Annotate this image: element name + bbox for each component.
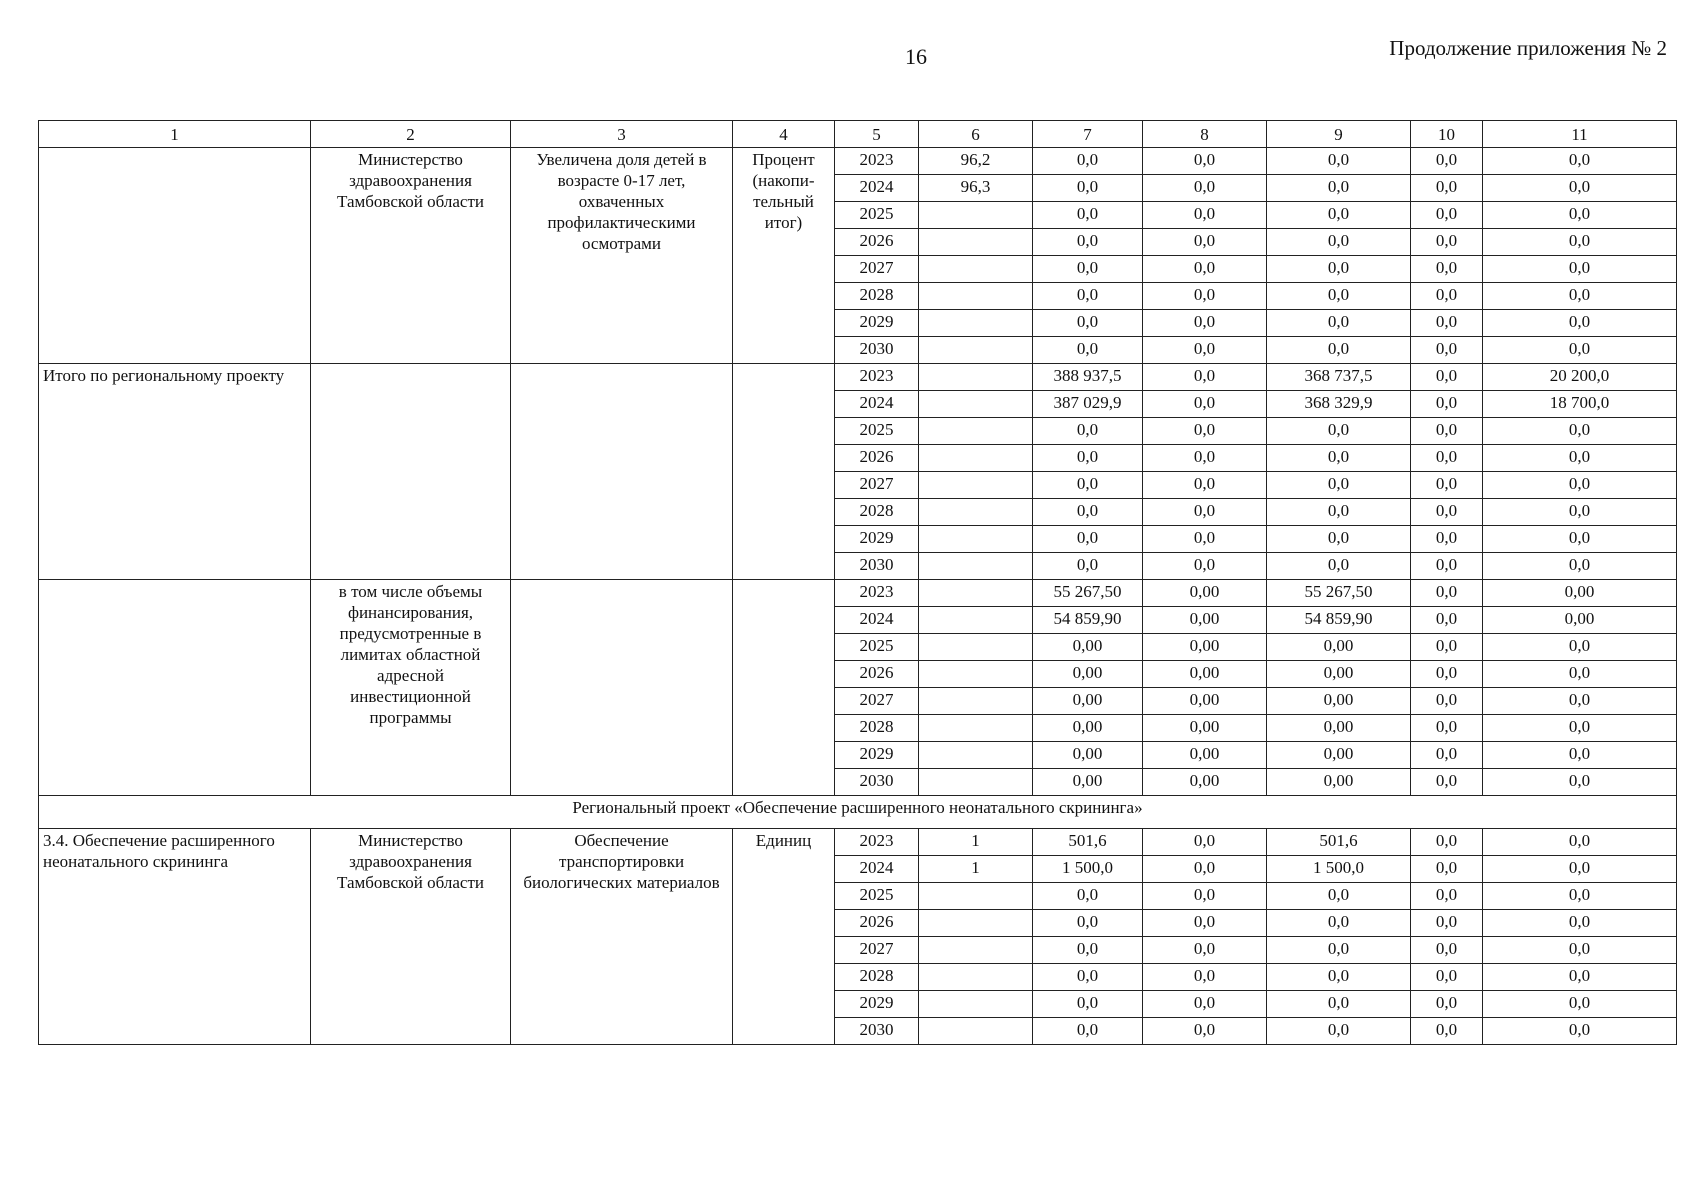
- value-cell: 0,0: [1411, 991, 1483, 1018]
- value-cell: 0,0: [1411, 526, 1483, 553]
- value-cell: 0,0: [1143, 856, 1267, 883]
- value-cell: 0,0: [1483, 910, 1677, 937]
- year-cell: 2025: [835, 883, 919, 910]
- value-cell: 0,0: [1483, 148, 1677, 175]
- value-cell: 0,0: [1483, 829, 1677, 856]
- value-cell: [919, 499, 1033, 526]
- value-cell: 0,0: [1411, 937, 1483, 964]
- value-cell: 387 029,9: [1033, 391, 1143, 418]
- header-cell: 2: [311, 121, 511, 148]
- block-cell-c4: Единиц: [733, 829, 835, 1045]
- value-cell: 0,0: [1267, 148, 1411, 175]
- value-cell: 0,0: [1483, 991, 1677, 1018]
- value-cell: 0,0: [1411, 715, 1483, 742]
- value-cell: 0,0: [1143, 553, 1267, 580]
- value-cell: 0,0: [1411, 499, 1483, 526]
- header-cell: 7: [1033, 121, 1143, 148]
- value-cell: 0,0: [1143, 310, 1267, 337]
- value-cell: 0,0: [1143, 991, 1267, 1018]
- year-cell: 2026: [835, 661, 919, 688]
- year-cell: 2026: [835, 910, 919, 937]
- value-cell: [919, 661, 1033, 688]
- value-cell: [919, 715, 1033, 742]
- value-cell: [919, 742, 1033, 769]
- year-cell: 2024: [835, 856, 919, 883]
- year-cell: 2025: [835, 418, 919, 445]
- value-cell: [919, 688, 1033, 715]
- year-cell: 2030: [835, 1018, 919, 1045]
- value-cell: 0,0: [1411, 418, 1483, 445]
- value-cell: 0,0: [1411, 337, 1483, 364]
- year-cell: 2030: [835, 769, 919, 796]
- year-cell: 2023: [835, 829, 919, 856]
- value-cell: 0,00: [1267, 742, 1411, 769]
- value-cell: [919, 256, 1033, 283]
- year-cell: 2023: [835, 580, 919, 607]
- value-cell: 0,0: [1483, 715, 1677, 742]
- value-cell: 0,0: [1033, 202, 1143, 229]
- value-cell: [919, 937, 1033, 964]
- block-cell-c1: Итого по региональному проекту: [39, 364, 311, 580]
- value-cell: 0,0: [1411, 175, 1483, 202]
- year-cell: 2029: [835, 742, 919, 769]
- value-cell: 0,0: [1483, 418, 1677, 445]
- value-cell: [919, 283, 1033, 310]
- value-cell: 0,0: [1143, 391, 1267, 418]
- block-cell-c2: Министерство здравоохранения Тамбовской области: [311, 148, 511, 364]
- value-cell: 55 267,50: [1033, 580, 1143, 607]
- project-title: Региональный проект «Обеспечение расширенного неонатального скрининга»: [39, 796, 1677, 829]
- value-cell: 0,0: [1267, 445, 1411, 472]
- value-cell: 0,0: [1483, 883, 1677, 910]
- value-cell: 0,00: [1143, 769, 1267, 796]
- value-cell: [919, 526, 1033, 553]
- value-cell: 0,0: [1033, 910, 1143, 937]
- value-cell: 1 500,0: [1267, 856, 1411, 883]
- year-cell: 2023: [835, 364, 919, 391]
- year-cell: 2028: [835, 283, 919, 310]
- value-cell: 0,0: [1483, 337, 1677, 364]
- value-cell: 0,00: [1033, 661, 1143, 688]
- value-cell: 0,0: [1411, 742, 1483, 769]
- value-cell: 0,0: [1411, 856, 1483, 883]
- value-cell: 0,0: [1033, 499, 1143, 526]
- value-cell: 0,0: [1411, 310, 1483, 337]
- value-cell: 0,0: [1143, 883, 1267, 910]
- page-number: 16: [905, 44, 927, 69]
- header-cell: 11: [1483, 121, 1677, 148]
- year-cell: 2030: [835, 553, 919, 580]
- block-cell-c4: [733, 364, 835, 580]
- appendix-continuation-note: Продолжение приложения № 2: [1389, 36, 1667, 60]
- value-cell: 0,0: [1483, 856, 1677, 883]
- value-cell: 0,0: [1033, 148, 1143, 175]
- value-cell: 0,0: [1033, 937, 1143, 964]
- header-cell: 9: [1267, 121, 1411, 148]
- value-cell: 0,0: [1483, 202, 1677, 229]
- value-cell: 0,00: [1033, 715, 1143, 742]
- value-cell: 0,0: [1411, 688, 1483, 715]
- block-cell-c1: 3.4. Обеспечение расширенного неонатального скрининга: [39, 829, 311, 1045]
- block-cell-c3: [511, 364, 733, 580]
- value-cell: 1: [919, 829, 1033, 856]
- value-cell: 0,0: [1483, 661, 1677, 688]
- block-cell-c4: [733, 580, 835, 796]
- value-cell: 0,0: [1411, 202, 1483, 229]
- value-cell: 0,0: [1483, 310, 1677, 337]
- value-cell: 0,0: [1483, 769, 1677, 796]
- block-cell-c2: [311, 364, 511, 580]
- value-cell: [919, 883, 1033, 910]
- header-cell: 4: [733, 121, 835, 148]
- value-cell: 1: [919, 856, 1033, 883]
- value-cell: 0,00: [1143, 580, 1267, 607]
- value-cell: 0,0: [1411, 472, 1483, 499]
- value-cell: 0,00: [1143, 715, 1267, 742]
- value-cell: [919, 364, 1033, 391]
- value-cell: 0,0: [1267, 499, 1411, 526]
- value-cell: 0,0: [1411, 964, 1483, 991]
- value-cell: 0,0: [1483, 445, 1677, 472]
- value-cell: 0,00: [1143, 661, 1267, 688]
- value-cell: 55 267,50: [1267, 580, 1411, 607]
- value-cell: 501,6: [1267, 829, 1411, 856]
- header-cell: 10: [1411, 121, 1483, 148]
- value-cell: 0,0: [1267, 991, 1411, 1018]
- value-cell: [919, 1018, 1033, 1045]
- value-cell: 0,0: [1267, 337, 1411, 364]
- value-cell: [919, 337, 1033, 364]
- value-cell: 0,00: [1143, 688, 1267, 715]
- value-cell: 388 937,5: [1033, 364, 1143, 391]
- value-cell: 0,0: [1483, 688, 1677, 715]
- value-cell: 18 700,0: [1483, 391, 1677, 418]
- value-cell: 0,0: [1267, 229, 1411, 256]
- value-cell: 54 859,90: [1033, 607, 1143, 634]
- value-cell: 0,0: [1143, 499, 1267, 526]
- value-cell: 0,0: [1411, 1018, 1483, 1045]
- value-cell: 0,0: [1411, 829, 1483, 856]
- header-cell: 8: [1143, 121, 1267, 148]
- year-cell: 2029: [835, 526, 919, 553]
- value-cell: [919, 418, 1033, 445]
- year-cell: 2027: [835, 937, 919, 964]
- value-cell: [919, 634, 1033, 661]
- value-cell: [919, 910, 1033, 937]
- value-cell: 0,0: [1267, 472, 1411, 499]
- value-cell: 0,0: [1033, 175, 1143, 202]
- value-cell: 0,00: [1143, 742, 1267, 769]
- value-cell: 0,0: [1143, 256, 1267, 283]
- value-cell: 0,0: [1267, 910, 1411, 937]
- header-cell: 6: [919, 121, 1033, 148]
- project-title-row: [39, 796, 1677, 829]
- value-cell: 0,0: [1143, 148, 1267, 175]
- value-cell: 0,0: [1411, 769, 1483, 796]
- value-cell: 0,0: [1033, 553, 1143, 580]
- block-cell-c3: Обеспечение транспортировки биологических материалов: [511, 829, 733, 1045]
- value-cell: 0,0: [1267, 526, 1411, 553]
- value-cell: 0,0: [1143, 445, 1267, 472]
- value-cell: 0,0: [1483, 526, 1677, 553]
- header-cell: 3: [511, 121, 733, 148]
- value-cell: 0,00: [1267, 688, 1411, 715]
- value-cell: 0,00: [1267, 661, 1411, 688]
- value-cell: [919, 991, 1033, 1018]
- value-cell: 0,0: [1483, 553, 1677, 580]
- value-cell: 0,0: [1143, 283, 1267, 310]
- table-body: [39, 121, 1677, 1045]
- value-cell: 0,0: [1143, 364, 1267, 391]
- value-cell: 0,0: [1143, 1018, 1267, 1045]
- value-cell: 0,0: [1033, 1018, 1143, 1045]
- value-cell: 0,0: [1411, 148, 1483, 175]
- year-cell: 2028: [835, 499, 919, 526]
- value-cell: 0,0: [1033, 418, 1143, 445]
- value-cell: [919, 964, 1033, 991]
- year-cell: 2029: [835, 991, 919, 1018]
- year-cell: 2027: [835, 688, 919, 715]
- value-cell: 0,0: [1483, 283, 1677, 310]
- value-cell: 0,0: [1143, 175, 1267, 202]
- value-cell: 0,0: [1483, 499, 1677, 526]
- value-cell: 0,0: [1267, 964, 1411, 991]
- block-cell-c4: Процент (накопи-тельный итог): [733, 148, 835, 364]
- year-cell: 2024: [835, 175, 919, 202]
- value-cell: 0,0: [1033, 445, 1143, 472]
- header-cell: 1: [39, 121, 311, 148]
- value-cell: [919, 391, 1033, 418]
- value-cell: 0,0: [1483, 175, 1677, 202]
- value-cell: [919, 553, 1033, 580]
- value-cell: 368 329,9: [1267, 391, 1411, 418]
- value-cell: 0,00: [1483, 580, 1677, 607]
- value-cell: 0,00: [1267, 634, 1411, 661]
- value-cell: 0,0: [1483, 229, 1677, 256]
- value-cell: 0,0: [1033, 964, 1143, 991]
- value-cell: 0,0: [1411, 661, 1483, 688]
- value-cell: 0,0: [1411, 229, 1483, 256]
- value-cell: 0,0: [1267, 175, 1411, 202]
- header-row: [39, 121, 1677, 148]
- year-cell: 2024: [835, 607, 919, 634]
- value-cell: [919, 580, 1033, 607]
- value-cell: 0,0: [1143, 337, 1267, 364]
- value-cell: [919, 607, 1033, 634]
- block-cell-c1: [39, 580, 311, 796]
- year-cell: 2028: [835, 715, 919, 742]
- value-cell: 0,0: [1267, 883, 1411, 910]
- value-cell: 0,0: [1143, 472, 1267, 499]
- value-cell: 0,0: [1267, 937, 1411, 964]
- value-cell: 0,0: [1143, 526, 1267, 553]
- year-cell: 2024: [835, 391, 919, 418]
- value-cell: [919, 769, 1033, 796]
- value-cell: 0,00: [1143, 634, 1267, 661]
- value-cell: 0,0: [1033, 883, 1143, 910]
- value-cell: 0,0: [1483, 937, 1677, 964]
- value-cell: 0,0: [1033, 256, 1143, 283]
- year-cell: 2023: [835, 148, 919, 175]
- value-cell: 0,0: [1143, 418, 1267, 445]
- value-cell: 0,0: [1483, 742, 1677, 769]
- value-cell: 0,0: [1411, 283, 1483, 310]
- block-cell-c3: Увеличена доля детей в возрасте 0-17 лет, охваченных профилактическими осмотрами: [511, 148, 733, 364]
- value-cell: 0,00: [1033, 742, 1143, 769]
- value-cell: 0,0: [1267, 1018, 1411, 1045]
- value-cell: 54 859,90: [1267, 607, 1411, 634]
- value-cell: 1 500,0: [1033, 856, 1143, 883]
- value-cell: 368 737,5: [1267, 364, 1411, 391]
- value-cell: 0,0: [1033, 229, 1143, 256]
- value-cell: 0,0: [1267, 283, 1411, 310]
- value-cell: 501,6: [1033, 829, 1143, 856]
- value-cell: 0,0: [1411, 883, 1483, 910]
- value-cell: 0,0: [1483, 634, 1677, 661]
- value-cell: 0,0: [1411, 256, 1483, 283]
- value-cell: 0,0: [1483, 256, 1677, 283]
- block-cell-c3: [511, 580, 733, 796]
- value-cell: 0,0: [1483, 1018, 1677, 1045]
- year-cell: 2025: [835, 202, 919, 229]
- year-cell: 2026: [835, 229, 919, 256]
- table-row: [39, 580, 1677, 607]
- value-cell: 0,00: [1033, 769, 1143, 796]
- value-cell: 96,2: [919, 148, 1033, 175]
- value-cell: 0,0: [1033, 472, 1143, 499]
- value-cell: 96,3: [919, 175, 1033, 202]
- value-cell: 0,0: [1267, 202, 1411, 229]
- value-cell: 0,0: [1411, 445, 1483, 472]
- value-cell: 0,0: [1143, 202, 1267, 229]
- year-cell: 2030: [835, 337, 919, 364]
- value-cell: [919, 229, 1033, 256]
- value-cell: 0,00: [1033, 688, 1143, 715]
- value-cell: 0,00: [1143, 607, 1267, 634]
- value-cell: 0,0: [1033, 991, 1143, 1018]
- value-cell: 0,00: [1033, 634, 1143, 661]
- table-row: [39, 829, 1677, 856]
- value-cell: 0,0: [1411, 391, 1483, 418]
- value-cell: 20 200,0: [1483, 364, 1677, 391]
- value-cell: 0,0: [1411, 364, 1483, 391]
- value-cell: 0,0: [1143, 964, 1267, 991]
- value-cell: [919, 310, 1033, 337]
- value-cell: 0,0: [1411, 634, 1483, 661]
- value-cell: 0,0: [1411, 553, 1483, 580]
- table-row: [39, 148, 1677, 175]
- value-cell: [919, 472, 1033, 499]
- value-cell: 0,0: [1143, 937, 1267, 964]
- value-cell: 0,0: [1267, 310, 1411, 337]
- year-cell: 2028: [835, 964, 919, 991]
- value-cell: 0,00: [1267, 769, 1411, 796]
- block-cell-c2: в том числе объемы финансирования, предусмотренные в лимитах областной адресной инвестиционной программы: [311, 580, 511, 796]
- value-cell: 0,0: [1143, 910, 1267, 937]
- value-cell: 0,0: [1483, 472, 1677, 499]
- value-cell: 0,0: [1411, 607, 1483, 634]
- value-cell: 0,0: [1411, 580, 1483, 607]
- data-table: [38, 120, 1677, 1045]
- year-cell: 2025: [835, 634, 919, 661]
- value-cell: 0,00: [1483, 607, 1677, 634]
- value-cell: 0,0: [1267, 256, 1411, 283]
- year-cell: 2029: [835, 310, 919, 337]
- block-cell-c1: [39, 148, 311, 364]
- value-cell: 0,0: [1143, 229, 1267, 256]
- value-cell: [919, 445, 1033, 472]
- header-cell: 5: [835, 121, 919, 148]
- value-cell: 0,0: [1483, 964, 1677, 991]
- value-cell: 0,0: [1033, 337, 1143, 364]
- value-cell: 0,0: [1143, 829, 1267, 856]
- value-cell: 0,0: [1033, 526, 1143, 553]
- year-cell: 2027: [835, 472, 919, 499]
- value-cell: 0,0: [1267, 553, 1411, 580]
- table-row: [39, 364, 1677, 391]
- value-cell: 0,0: [1267, 418, 1411, 445]
- value-cell: [919, 202, 1033, 229]
- value-cell: 0,0: [1033, 283, 1143, 310]
- value-cell: 0,00: [1267, 715, 1411, 742]
- year-cell: 2026: [835, 445, 919, 472]
- block-cell-c2: Министерство здравоохранения Тамбовской области: [311, 829, 511, 1045]
- value-cell: 0,0: [1411, 910, 1483, 937]
- value-cell: 0,0: [1033, 310, 1143, 337]
- year-cell: 2027: [835, 256, 919, 283]
